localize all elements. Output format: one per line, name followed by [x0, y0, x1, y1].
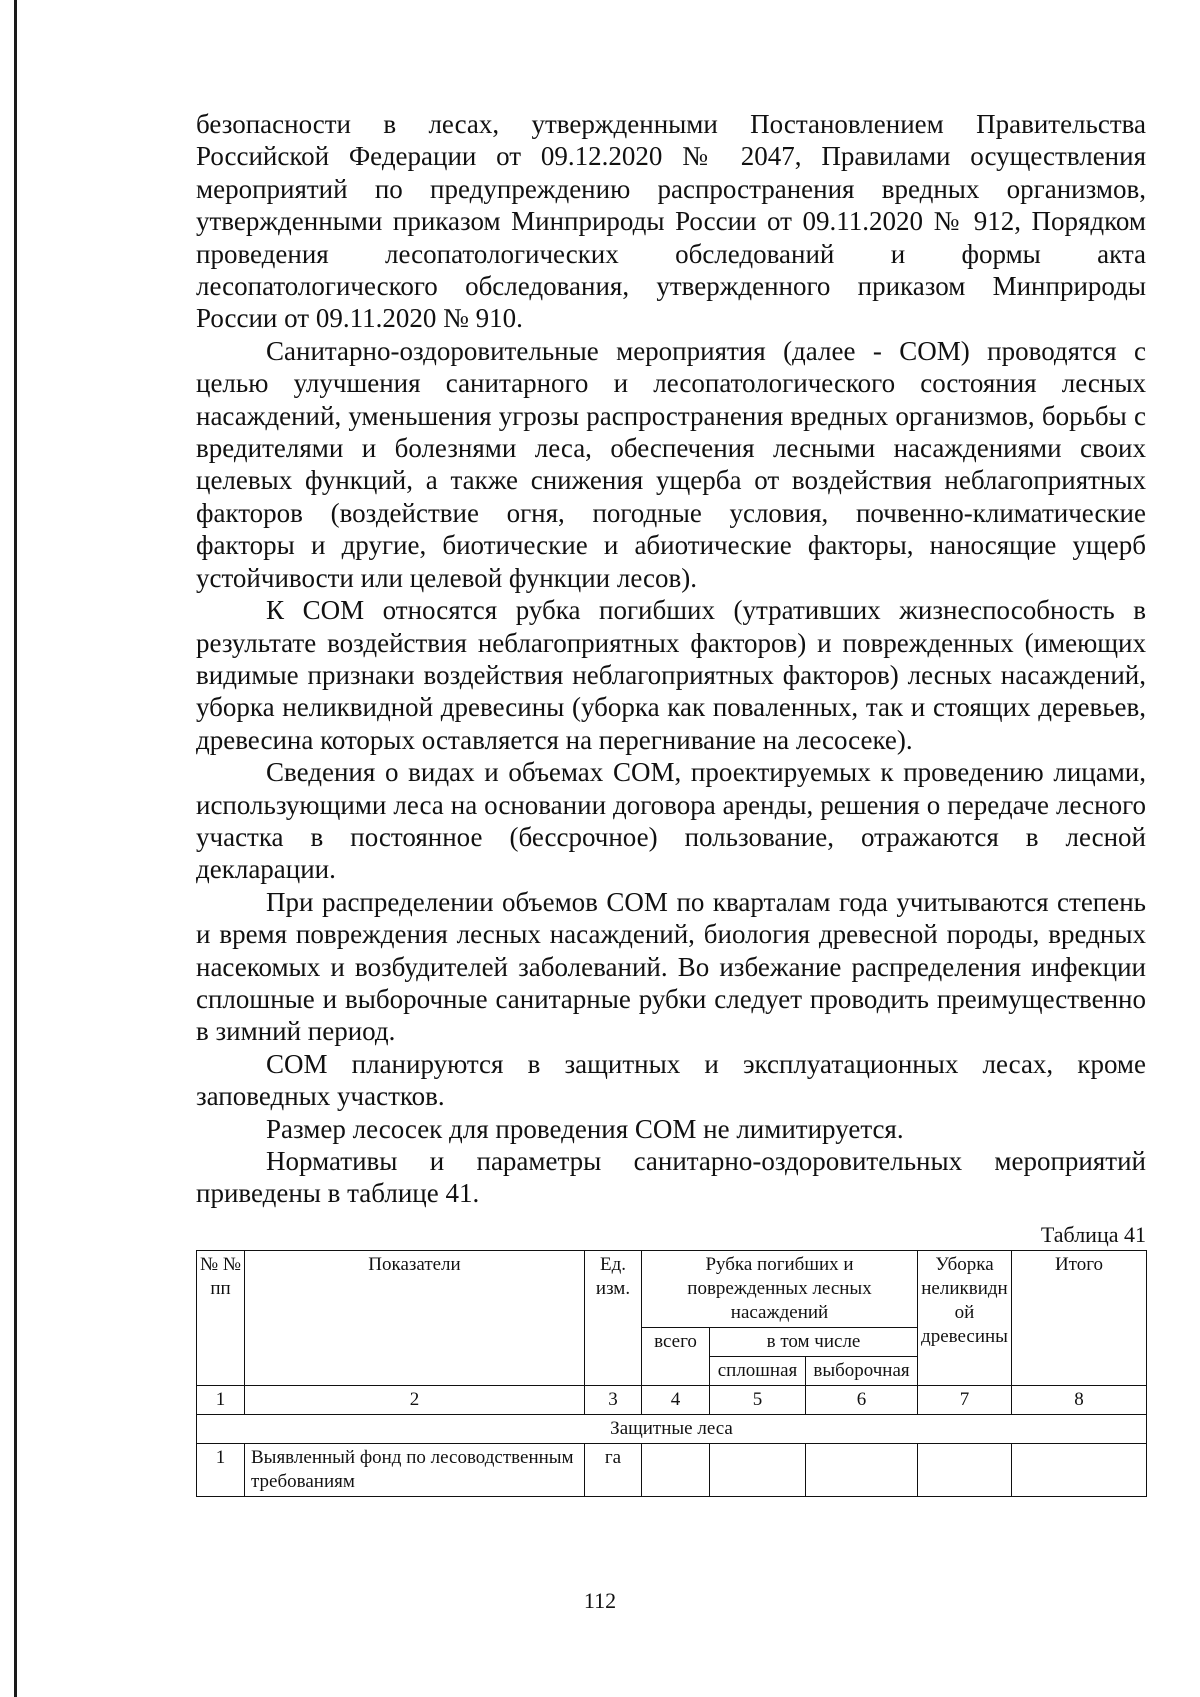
header-itogo: Итого	[1012, 1250, 1147, 1385]
table-41	[196, 1250, 1147, 1497]
table-row	[197, 1443, 1147, 1496]
row-unit: га	[585, 1443, 642, 1496]
row-clear	[710, 1443, 806, 1496]
column-number: 6	[806, 1385, 918, 1414]
column-number: 4	[642, 1385, 710, 1414]
column-number: 7	[918, 1385, 1012, 1414]
row-total	[642, 1443, 710, 1496]
header-clear: сплошная	[710, 1356, 806, 1385]
row-indicator: Выявленный фонд по лесоводственным требованиям	[245, 1443, 585, 1496]
scan-edge-line	[14, 0, 17, 1697]
column-number: 8	[1012, 1385, 1147, 1414]
paragraph-planning: СОМ планируются в защитных и эксплуатационных лесах, кроме заповедных участков.	[196, 1048, 1146, 1112]
paragraph-continuation: безопасности в лесах, утвержденными Постановлением Правительства Российской Федерации от 09.12.2020 № 2047, Правилами осуществления мероприятий по предупреждению распространения вредных организмов, утвержденными приказом Минприроды России от 09.11.2020 № 912, Порядком проведения лесопатологических обследований и формы акта лесопатологического обследования, утвержденного приказом Минприроды России от 09.11.2020 № 910.	[196, 109, 1146, 334]
paragraph-declaration: Сведения о видах и объемах СОМ, проектируемых к проведению лицами, использующими леса на основании договора аренды, решения о передаче лесного участка в постоянное (бессрочное) пользование, отражаются в лесной декларации.	[196, 757, 1146, 885]
column-number: 1	[197, 1385, 245, 1414]
header-indicators: Показатели	[245, 1250, 585, 1385]
document-page	[196, 108, 1146, 1497]
table-caption: Таблица 41	[1040, 1221, 1146, 1247]
column-number: 3	[585, 1385, 642, 1414]
row-itogo	[1012, 1443, 1147, 1496]
paragraph-som-types: К СОМ относятся рубка погибших (утративших жизнеспособность в результате воздействия неблагоприятных факторов) и поврежденных (имеющих видимые признаки воздействия неблагоприятных факторов) лесных насаждений, уборка неликвидной древесины (уборка как поваленных, так и стоящих деревьев, древесина которых оставляется на перегнивание на лесосеке).	[196, 595, 1146, 755]
column-number: 2	[245, 1385, 585, 1414]
column-number: 5	[710, 1385, 806, 1414]
paragraph-table-reference: Нормативы и параметры санитарно-оздоровительных мероприятий приведены в таблице 41.	[196, 1146, 1146, 1209]
paragraph-som-definition: Санитарно-оздоровительные мероприятия (далее - СОМ) проводятся с целью улучшения санитарного и лесопатологического состояния лесных насаждений, уменьшения угрозы распространения вредных организмов, борьбы с вредителями и болезнями леса, обеспечения лесными насаждениями своих целевых функций, а также снижения ущерба от воздействия неблагоприятных факторов (воздействие огня, погодные условия, почвенно-климатические факторы и другие, биотические и абиотические факторы, наносящие ущерб устойчивости или целевой функции лесов).	[196, 335, 1146, 593]
header-cutting: Рубка погибших и поврежденных лесных насаждений	[642, 1250, 918, 1327]
row-cleanup	[918, 1443, 1012, 1496]
header-selective: выборочная	[806, 1356, 918, 1385]
paragraph-distribution: При распределении объемов СОМ по кварталам года учитываются степень и время повреждения лесных насаждений, биология древесной породы, вредных насекомых и возбудителей заболеваний. Во избежание распределения инфекции сплошные и выборочные санитарные рубки следует проводить преимущественно в зимний период.	[196, 886, 1146, 1047]
page-number: 112	[583, 1588, 617, 1613]
row-num: 1	[197, 1443, 245, 1496]
header-cleanup: Уборка неликвидной древесины	[918, 1250, 1012, 1385]
header-total-all: всего	[642, 1327, 710, 1385]
header-including: в том числе	[710, 1327, 918, 1356]
header-num: № № пп	[197, 1250, 245, 1385]
paragraph-cutting-size: Размер лесосек для проведения СОМ не лимитируется.	[266, 1113, 904, 1144]
row-selective	[806, 1443, 918, 1496]
header-unit: Ед. изм.	[585, 1250, 642, 1385]
section-protective-forests: Защитные леса	[197, 1414, 1147, 1443]
